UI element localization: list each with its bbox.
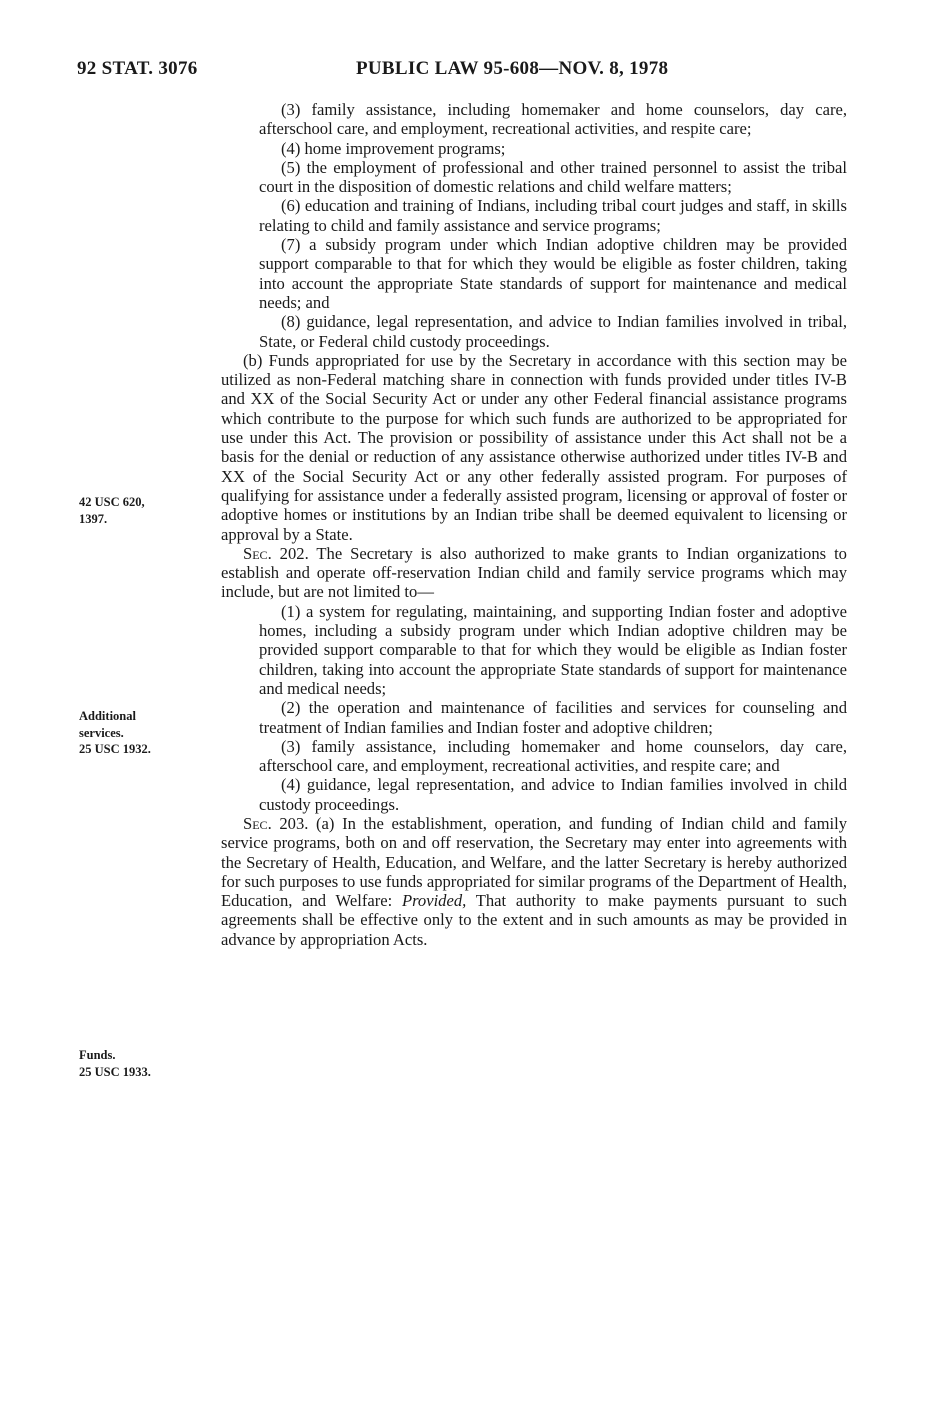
sec202-item: (1) a system for regulating, maintaining, and supporting Indian foster and adoptive homes, including a subsidy program under which Indian adoptive children may be provided support comparable to that for which they would be eligible as Indian foster children, taking into account the appropriate State standards of support for maintenance and medical needs; [259,601,847,698]
sec201-item-list [259,100,847,351]
margin-note-additional-services [79,708,151,758]
sec202-item: (4) guidance, legal representation, and advice to Indian families involved in child custody proceedings. [259,775,847,814]
statute-page-number: 92 STAT. 3076 [77,58,198,79]
margin-note-line: 25 USC 1932. [79,742,151,756]
sec201-item: (3) family assistance, including homemaker and home counselors, day care, afterschool care, and employment, recreational activities, and respite care; [259,100,847,139]
sec202-item-list [259,602,847,814]
sec202-item: (2) the operation and maintenance of facilities and services for counseling and treatment of Indian families and Indian foster and adoptive children; [259,698,847,737]
margin-note-line: 25 USC 1933. [79,1064,151,1079]
body-text [221,100,847,949]
provided-proviso: Provided, [401,891,467,911]
margin-note-line: 42 USC 620, [79,495,145,509]
sec202-paragraph [221,544,847,602]
sec202-text: The Secretary is also authorized to make grants to Indian organizations to establish and operate off-reservation Indian child and family service programs which may include, but are not limited to— [221,543,847,602]
margin-note-line: Additional [79,709,136,723]
section-label: Sec. 202. [243,543,309,563]
sec202-item: (3) family assistance, including homemaker and home counselors, day care, afterschool care, and employment, recreational activities, and respite care; and [259,736,847,776]
margin-note-usc-620 [79,494,145,527]
sec203-paragraph [221,814,847,949]
sec201-item: (4) home improvement programs; [281,138,506,158]
margin-note-line: 1397. [79,511,108,526]
section-label: Sec. 203. [243,813,309,833]
sec201-item: (8) guidance, legal representation, and advice to Indian families involved in tribal, State, or Federal child custody proceedings. [259,312,847,351]
margin-note-line: services. [79,725,124,740]
sec201-item: (6) education and training of Indians, including tribal court judges and staff, in skills relating to child and family assistance and service programs; [259,196,847,235]
margin-note-line: Funds. [79,1048,116,1062]
sec201-item: (5) the employment of professional and other trained personnel to assist the tribal court in the disposition of domestic relations and child welfare matters; [259,157,847,197]
sec203-text-after: That authority to make payments pursuant to such agreements shall be effective only to the extent and in such amounts as may be provided in advance by appropriation Acts. [221,891,847,949]
sec201-item: (7) a subsidy program under which Indian adoptive children may be provided support comparable to that for which they would be eligible as foster children, taking into account the appropriate State standards of support for maintenance and medical needs; and [259,235,847,312]
margin-note-funds [79,1047,151,1080]
law-title-date: PUBLIC LAW 95-608—NOV. 8, 1978 [356,58,669,79]
sec203-text: (a) In the establishment, operation, and funding of Indian child and family service programs, both on and off reservation, the Secretary may enter into agreements with the Secretary of Health, Education, and Welfare, and the latter Secretary is hereby authorized for such purposes to use funds appropriated for similar programs of the Department of Health, Education, and Welfare: [221,813,847,911]
sec201-subsection-b: (b) Funds appropriated for use by the Secretary in accordance with this section may be utilized as non-Federal matching share in connection with funds provided under titles IV-B and XX of the Social Security Act or under any other Federal financial assistance programs which contribute to the purpose for which such funds are authorized to be appropriated for use under this Act. The provision or possibility of assistance under this Act shall not be a basis for the denial or reduction of any assistance otherwise authorized under titles IV-B and XX of the Social Security Act or any other federally assisted program. For purposes of qualifying for assistance under a federally assisted program, licensing or approval of foster or adoptive homes or institutions by an Indian tribe shall be deemed equivalent to licensing or approval by a State. [221,350,847,544]
